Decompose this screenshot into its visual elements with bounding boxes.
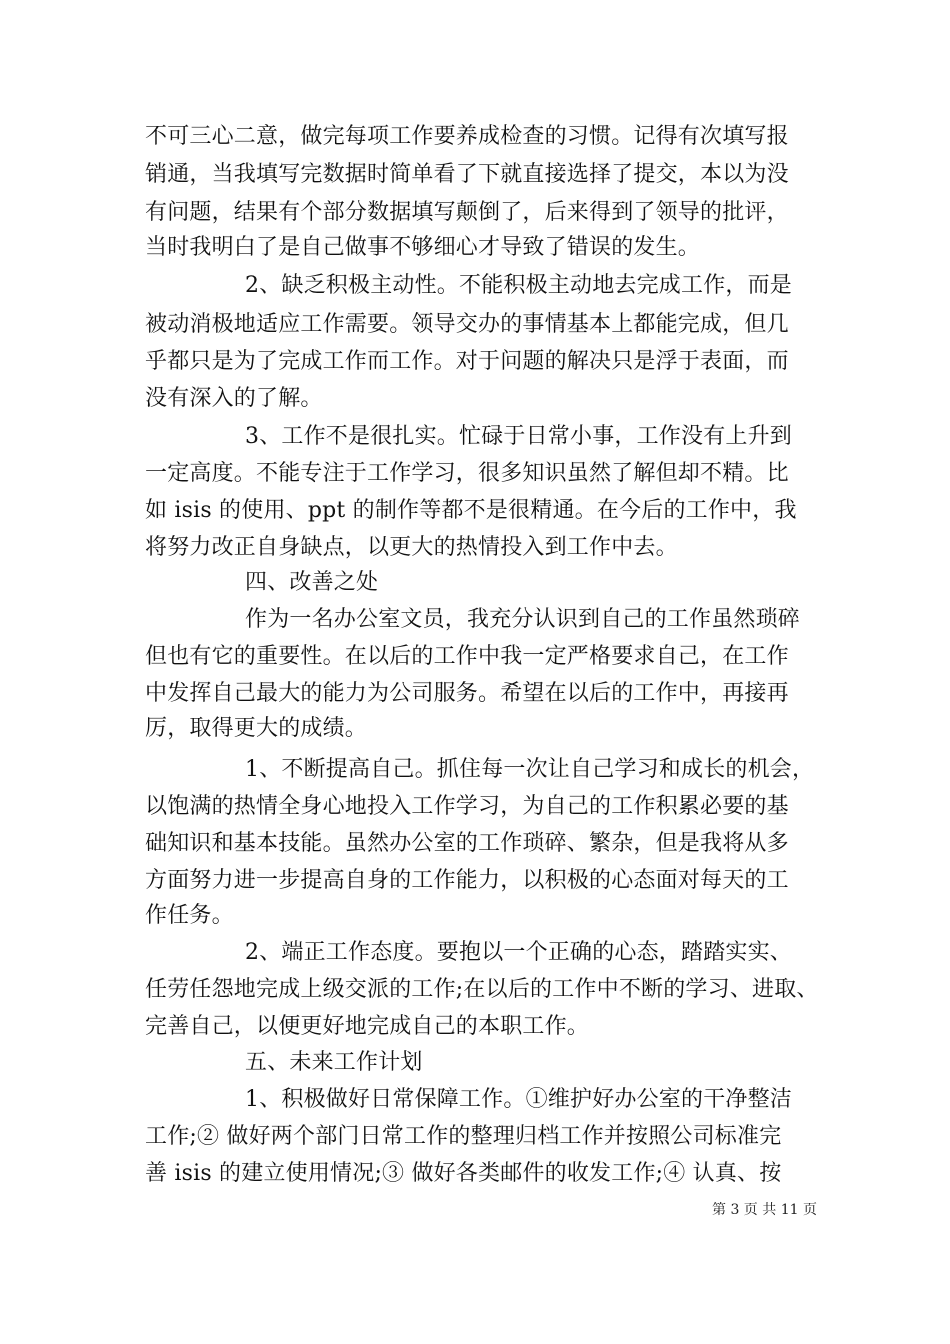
text-line: 有问题，结果有个部分数据填写颠倒了，后来得到了领导的批评，: [145, 200, 789, 225]
text-line: 作为一名办公室文员，我充分认识到自己的工作虽然琐碎: [245, 607, 801, 632]
text-line: 1、不断提高自己。抓住每一次让自己学习和成长的机会，: [245, 757, 815, 782]
text-line: 善 isis 的建立使用情况;③ 做好各类邮件的收发工作;④ 认真、按: [145, 1161, 782, 1186]
text-line: 2、缺乏积极主动性。不能积极主动地去完成工作，而是: [245, 273, 792, 298]
text-line: 销通，当我填写完数据时简单看了下就直接选择了提交，本以为没: [145, 162, 789, 187]
text-line: 完善自己，以便更好地完成自己的本职工作。: [145, 1014, 590, 1039]
text-line: 工作;② 做好两个部门日常工作的整理归档工作并按照公司标准完: [145, 1124, 782, 1149]
text-line: 任劳任怨地完成上级交派的工作;在以后的工作中不断的学习、进取、: [145, 977, 819, 1002]
section-heading: 五、未来工作计划: [245, 1050, 423, 1075]
text-line: 作任务。: [145, 903, 234, 928]
text-line: 如 isis 的使用、ppt 的制作等都不是很精通。在今后的工作中，我: [145, 498, 797, 523]
text-line: 乎都只是为了完成工作而工作。对于问题的解决只是浮于表面，而: [145, 349, 789, 374]
text-line: 以饱满的热情全身心地投入工作学习，为自己的工作积累必要的基: [145, 794, 789, 819]
text-line: 方面努力进一步提高自身的工作能力，以积极的心态面对每天的工: [145, 868, 789, 893]
text-line: 当时我明白了是自己做事不够细心才导致了错误的发生。: [145, 235, 701, 260]
text-line: 不可三心二意，做完每项工作要养成检查的习惯。记得有次填写报: [145, 124, 789, 149]
page-number: 第 3 页 共 11 页: [712, 1202, 817, 1218]
text-line: 础知识和基本技能。虽然办公室的工作琐碎、繁杂，但是我将从多: [145, 831, 789, 856]
text-line: 没有深入的了解。: [145, 386, 323, 411]
section-heading: 四、改善之处: [245, 570, 379, 595]
text-line: 一定高度。不能专注于工作学习，很多知识虽然了解但却不精。比: [145, 461, 789, 486]
text-line: 中发挥自己最大的能力为公司服务。希望在以后的工作中，再接再: [145, 681, 789, 706]
text-line: 被动消极地适应工作需要。领导交办的事情基本上都能完成，但几: [145, 312, 789, 337]
text-line: 厉，取得更大的成绩。: [145, 716, 368, 741]
text-line: 但也有它的重要性。在以后的工作中我一定严格要求自己，在工作: [145, 644, 789, 669]
text-line: 2、端正工作态度。要抱以一个正确的心态，踏踏实实、: [245, 940, 792, 965]
text-line: 3、工作不是很扎实。忙碌于日常小事，工作没有上升到: [245, 424, 792, 449]
text-line: 1、积极做好日常保障工作。①维护好办公室的干净整洁: [245, 1087, 792, 1112]
text-line: 将努力改正自身缺点，以更大的热情投入到工作中去。: [145, 535, 678, 560]
